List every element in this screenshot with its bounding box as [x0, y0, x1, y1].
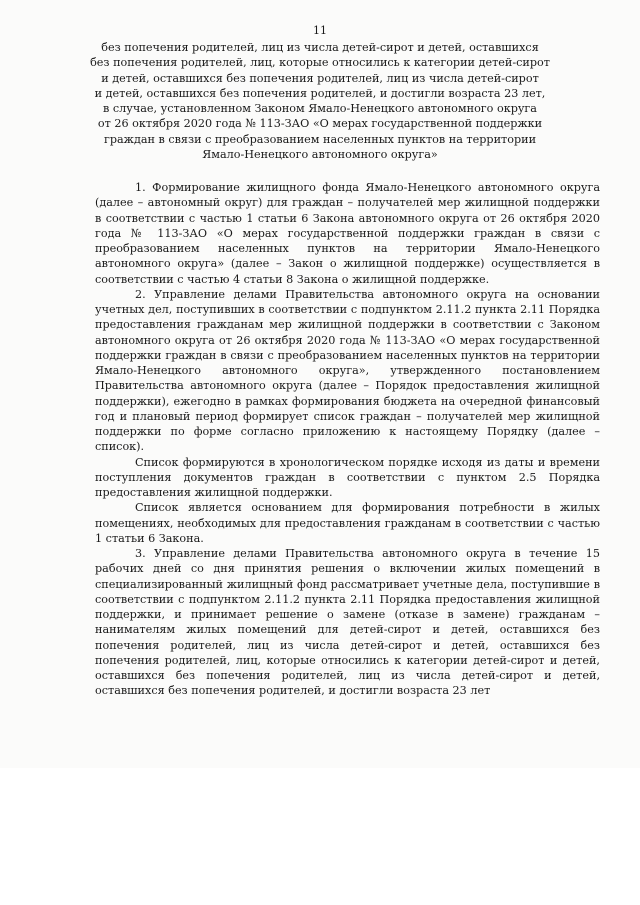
header-line: без попечения родителей, лиц из числа детей-сирот и детей, оставшихся	[101, 41, 539, 54]
header-line: от 26 октября 2020 года № 113-ЗАО «О мерах государственной поддержки	[97, 117, 543, 131]
header-line: и детей, оставшихся без попечения родителей, лиц из числа детей-сирот	[101, 71, 539, 85]
blank-area	[0, 768, 640, 905]
paragraph-3: Список формируются в хронологическом порядке исходя из даты и времени поступления документов граждан в соответствии с пунктом 2.5 Порядка предоставления жилищной поддержки.	[95, 455, 600, 499]
header-line: без попечения родителей, лиц, которые относились к категории детей-сирот	[90, 56, 550, 70]
header-line: и детей, оставшихся без попечения родителей, и достигли возраста 23 лет,	[94, 86, 546, 100]
document-header	[90, 40, 550, 162]
header-line: в случае, установленном Законом Ямало-Ненецкого автономного округа	[103, 102, 537, 116]
document-body	[95, 180, 600, 699]
paragraph-4: Список является основанием для формирования потребности в жилых помещениях, необходимых для предоставления гражданам в соответствии с частью 1 статьи 6 Закона.	[95, 501, 600, 545]
page-number: 11	[313, 24, 327, 37]
header-line: Ямало-Ненецкого автономного округа»	[202, 148, 438, 162]
paragraph-5: 3. Управление делами Правительства автономного округа в течение 15 рабочих дней со дня принятия решения о включении жилых помещений в специализированный жилищный фонд рассматривает учетные дела, поступившие в соответствии с подпунктом 2.11.2 пункта 2.11 Порядка предоставления жилищной поддержки, и принимает решение о замене (отказе в замене) гражданам – нанимателям жилых помещений для детей-сирот и детей, оставшихся без попечения родителей, лиц из числа детей-сирот и детей, оставшихся без попечения родителей, лиц, которые относились к категории детей-сирот и детей, оставшихся без попечения родителей, лиц из числа детей-сирот и детей, оставшихся без попечения родителей, и достигли возраста 23 лет	[95, 547, 600, 698]
paragraph-1: 1. Формирование жилищного фонда Ямало-Ненецкого автономного округа (далее – автономный округ) для граждан – получателей мер жилищной поддержки в соответствии с частью 1 статьи 6 Закона автономного округа от 26 октября 2020 года № 113-ЗАО «О мерах государственной поддержки граждан в связи с преобразованием населенных пунктов на территории Ямало-Ненецкого автономного округа» (далее – Закон о жилищной поддержке) осуществляется в соответствии с частью 4 статьи 8 Закона о жилищной поддержке.	[95, 181, 600, 286]
paragraph-2: 2. Управление делами Правительства автономного округа на основании учетных дел, поступивших в соответствии с подпунктом 2.11.2 пункта 2.11 Порядка предоставления гражданам мер жилищной поддержки в соответствии с Законом автономного округа от 26 октября 2020 года № 113-ЗАО «О мерах государственной поддержки граждан в связи с преобразованием населенных пунктов на территории Ямало-Ненецкого автономного округа», утвержденного постановлением Правительства автономного округа (далее – Порядок предоставления жилищной поддержки), ежегодно в рамках формирования бюджета на очередной финансовый год и плановый период формирует список граждан – получателей мер жилищной поддержки по форме согласно приложению к настоящему Порядку (далее – список).	[95, 287, 600, 454]
header-line: граждан в связи с преобразованием населенных пунктов на территории	[103, 132, 537, 146]
